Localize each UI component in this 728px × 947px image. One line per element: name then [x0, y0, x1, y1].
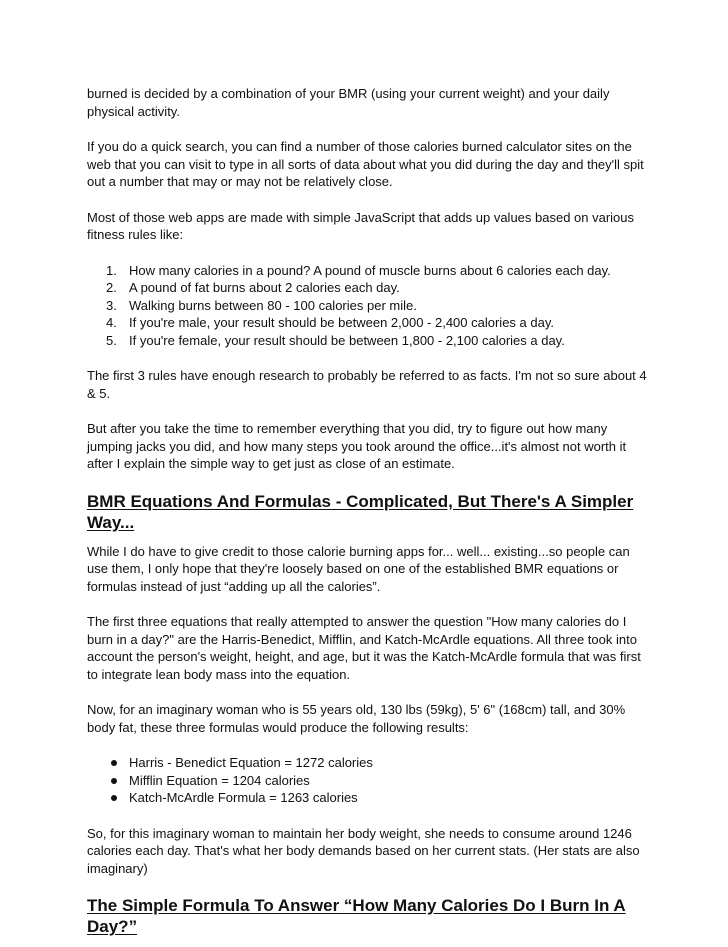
bullet-icon: [111, 760, 117, 766]
list-item: [87, 789, 647, 807]
list-item-text: If you're female, your result should be between 1,800 - 2,100 calories a day.: [129, 332, 565, 348]
paragraph-credit-apps: While I do have to give credit to those calorie burning apps for... well... existing...so people can use them, I only hope that they're loosely based on one of the established BMR equations or formulas instead of just “adding up all the calories”.: [87, 543, 630, 594]
list-item-text: A pound of fat burns about 2 calories each day.: [129, 280, 400, 295]
bullet-icon: [111, 795, 117, 801]
list-item: [87, 772, 647, 790]
paragraph-maintain-weight: So, for this imaginary woman to maintain her body weight, she needs to consume around 1246 calories each day. That's what her body demands based on her current stats. (Her stats are also imaginary): [87, 825, 640, 876]
list-item-text: Katch-McArdle Formula = 1263 calories: [129, 790, 358, 805]
bullet-icon: [111, 778, 117, 784]
paragraph-remember-everything: But after you take the time to remember everything that you did, try to figure out how many jumping jacks you did, and how many steps you took around the office...it's almost not worth it after I explain the simple way to get just as close of an estimate.: [87, 421, 627, 471]
list-item-text: Harris - Benedict Equation = 1272 calories: [129, 755, 373, 770]
paragraph-bmr-activity: burned is decided by a combination of your BMR (using your current weight) and your daily physical activity.: [87, 86, 610, 119]
list-number: 5.: [106, 332, 117, 348]
list-number: 1.: [106, 262, 117, 278]
list-item-text: Mifflin Equation = 1204 calories: [129, 772, 310, 788]
paragraph-web-apps: Most of those web apps are made with simple JavaScript that adds up values based on various fitness rules like:: [87, 209, 635, 242]
list-item: [87, 262, 647, 280]
list-item: [87, 279, 647, 297]
list-number: 3.: [106, 297, 117, 313]
paragraph-imaginary-woman: Now, for an imaginary woman who is 55 years old, 130 lbs (59kg), 5' 6" (168cm) tall, and 30% body fat, these three formulas would produce the following results:: [87, 702, 626, 735]
list-item: [87, 332, 647, 350]
page-content: [87, 85, 647, 947]
heading-simple-formula: The Simple Formula To Answer “How Many Calories Do I Burn In A Day?”: [87, 896, 626, 936]
heading-bmr-equations: BMR Equations And Formulas - Complicated, But There's A Simpler Way...: [87, 491, 634, 532]
list-number: 4.: [106, 315, 117, 330]
list-item: [87, 754, 647, 772]
paragraph-three-equations: The first three equations that really attempted to answer the question "How many calories do I burn in a day?" are the Harris-Benedict, Mifflin, and Katch-McArdle equations. All three took into account the person's weight, height, and age, but it was the Katch-McArdle formula that was first to integrate lean body mass into the equation.: [87, 614, 641, 682]
list-item-text: If you're male, your result should be between 2,000 - 2,400 calories a day.: [129, 315, 554, 330]
paragraph-first-three-rules: The first 3 rules have enough research to probably be referred to as facts. I'm not so sure about 4 & 5.: [87, 368, 647, 401]
fitness-rules-list: [87, 262, 647, 350]
list-item: [87, 297, 647, 315]
list-item-text: Walking burns between 80 - 100 calories per mile.: [129, 297, 417, 313]
list-item: [87, 314, 647, 332]
formula-results-list: [87, 754, 647, 807]
list-item-text: How many calories in a pound? A pound of muscle burns about 6 calories each day.: [129, 262, 611, 278]
list-number: 2.: [106, 280, 117, 295]
paragraph-calculator-sites: If you do a quick search, you can find a number of those calories burned calculator sites on the web that you can visit to type in all sorts of data about what you did during the day and they'll spit out a number that may or may not be relatively close.: [87, 139, 644, 189]
